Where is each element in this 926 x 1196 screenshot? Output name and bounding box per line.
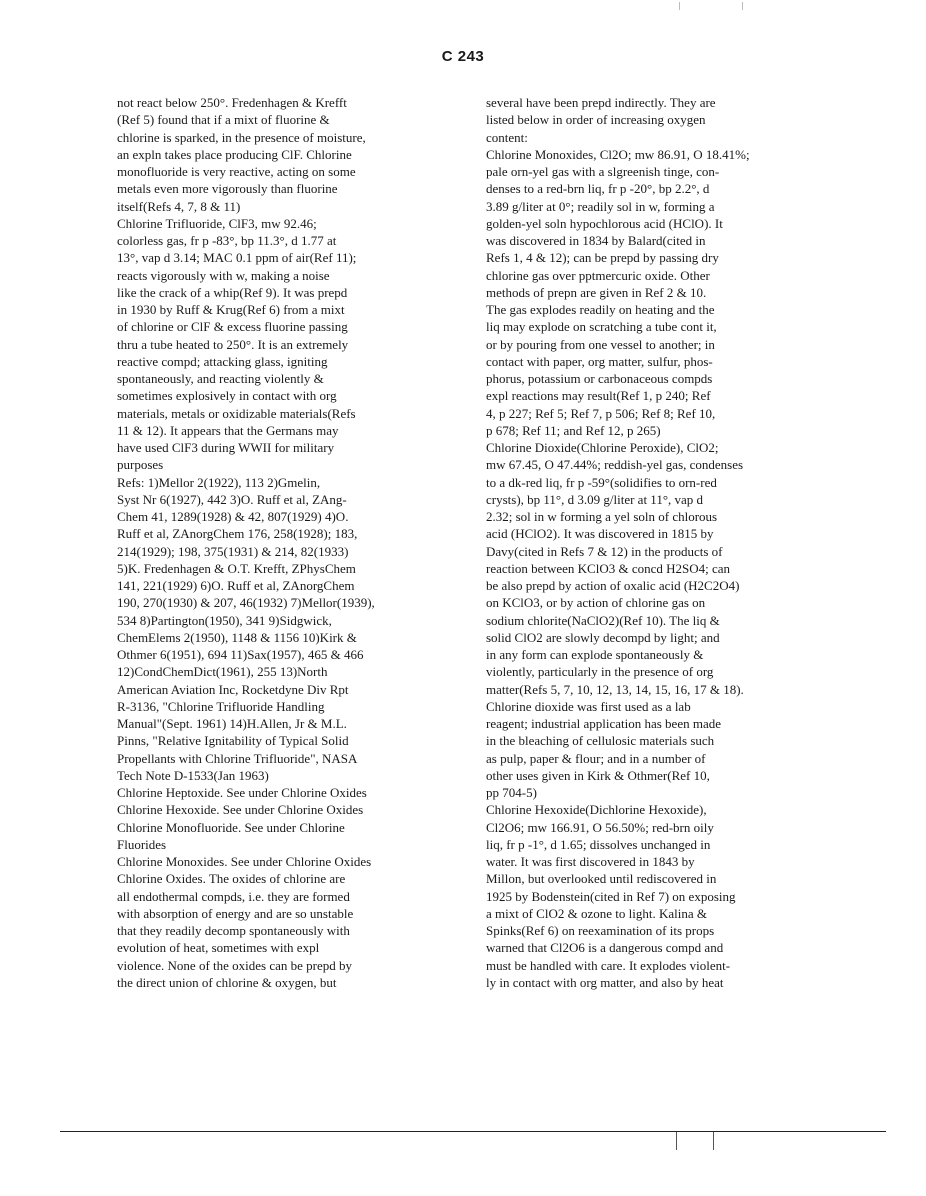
text-line: reactive compd; attacking glass, igniting bbox=[117, 353, 328, 369]
text-line: as pulp, paper & flour; and in a number of bbox=[486, 750, 706, 766]
text-line: other uses given in Kirk & Othmer(Ref 10, bbox=[486, 767, 710, 783]
text-line: 11 & 12). It appears that the Germans may bbox=[117, 422, 339, 438]
left-text-column bbox=[117, 94, 447, 991]
text-line: on KClO3, or by action of chlorine gas on bbox=[486, 595, 706, 611]
right-text-column bbox=[486, 94, 820, 991]
text-line: be also prepd by action of oxalic acid (H2C2O4) bbox=[486, 578, 740, 593]
text-line: Chlorine Monoxides, Cl2O; mw 86.91, O 18.41%; bbox=[486, 146, 750, 162]
text-line: contact with paper, org matter, sulfur, phos- bbox=[486, 353, 713, 369]
header-tick-mark bbox=[679, 2, 680, 10]
text-line: Pinns, "Relative Ignitability of Typical Solid bbox=[117, 733, 349, 749]
text-line: Refs 1, 4 & 12); can be prepd by passing dry bbox=[486, 250, 719, 266]
text-line: Spinks(Ref 6) on reexamination of its props bbox=[486, 923, 715, 938]
text-line: all endothermal compds, i.e. they are formed bbox=[117, 888, 350, 904]
text-line: Millon, but overlooked until rediscovered in bbox=[486, 871, 717, 887]
text-line: itself(Refs 4, 7, 8 & 11) bbox=[117, 198, 241, 214]
text-line: crysts), bp 11°, d 3.09 g/liter at 11°, vap d bbox=[486, 491, 704, 507]
text-line: reacts vigorously with w, making a noise bbox=[117, 267, 330, 283]
text-line: golden-yel soln hypochlorous acid (HClO). It bbox=[486, 215, 723, 231]
text-line: 2.32; sol in w forming a yel soln of chlorous bbox=[486, 509, 718, 524]
text-line: content: bbox=[486, 129, 528, 145]
text-line: Othmer 6(1951), 694 11)Sax(1957), 465 & 466 bbox=[117, 647, 364, 662]
text-line: pp 704-5) bbox=[486, 785, 537, 800]
text-line: violently, particularly in the presence of org bbox=[486, 664, 714, 680]
text-line: ChemElems 2(1950), 1148 & 1156 10)Kirk & bbox=[117, 629, 357, 645]
text-line: liq, fr p -1°, d 1.65; dissolves unchanged in bbox=[486, 836, 711, 852]
text-line: purposes bbox=[117, 457, 164, 473]
text-line: methods of prepn are given in Ref 2 & 10. bbox=[486, 284, 707, 300]
text-line: Chlorine Hexoxide(Dichlorine Hexoxide), bbox=[486, 802, 707, 818]
text-line: or by pouring from one vessel to another; in bbox=[486, 336, 715, 352]
text-line: Ruff et al, ZAnorgChem 176, 258(1928); 183, bbox=[117, 526, 358, 542]
text-line: chlorine is sparked, in the presence of moisture, bbox=[117, 129, 366, 145]
text-line: with absorption of energy and are so unstable bbox=[117, 905, 354, 921]
text-line: the direct union of chlorine & oxygen, but bbox=[117, 974, 337, 990]
text-line: chlorine gas over pptmercuric oxide. Other bbox=[486, 267, 710, 283]
text-line: matter(Refs 5, 7, 10, 12, 13, 14, 15, 16, 17 & 18). bbox=[486, 681, 744, 697]
text-line: expl reactions may result(Ref 1, p 240; Ref bbox=[486, 388, 711, 404]
text-line: in 1930 by Ruff & Krug(Ref 6) from a mixt bbox=[117, 302, 345, 317]
text-line: Fluorides bbox=[117, 836, 167, 852]
text-line: materials, metals or oxidizable materials(Refs bbox=[117, 405, 356, 421]
text-line: Syst Nr 6(1927), 442 3)O. Ruff et al, ZAng- bbox=[117, 491, 347, 507]
text-line: Tech Note D-1533(Jan 1963) bbox=[117, 767, 269, 783]
text-line: Chlorine Dioxide(Chlorine Peroxide), ClO2; bbox=[486, 440, 719, 455]
text-line: Chlorine Hexoxide. See under Chlorine Oxides bbox=[117, 802, 364, 818]
text-line: water. It was first discovered in 1843 by bbox=[486, 854, 695, 869]
text-line: have used ClF3 during WWII for military bbox=[117, 440, 335, 455]
text-line: evolution of heat, sometimes with expl bbox=[117, 940, 320, 956]
text-line: Refs: 1)Mellor 2(1922), 113 2)Gmelin, bbox=[117, 474, 321, 490]
text-line: R-3136, "Chlorine Trifluoride Handling bbox=[117, 698, 325, 714]
text-line: 190, 270(1930) & 207, 46(1932) 7)Mellor(1939), bbox=[117, 595, 375, 611]
text-line: 3.89 g/liter at 0°; readily sol in w, forming a bbox=[486, 198, 715, 214]
text-line: sodium chlorite(NaClO2)(Ref 10). The liq & bbox=[486, 612, 720, 628]
text-line: Chem 41, 1289(1928) & 42, 807(1929) 4)O. bbox=[117, 509, 349, 524]
text-line: Propellants with Chlorine Trifluoride", NASA bbox=[117, 750, 358, 766]
footer-rule bbox=[60, 1131, 886, 1132]
text-line: Chlorine Heptoxide. See under Chlorine Oxides bbox=[117, 785, 367, 800]
text-line: of chlorine or ClF & excess fluorine passing bbox=[117, 319, 348, 335]
text-line: warned that Cl2O6 is a dangerous compd and bbox=[486, 940, 724, 956]
text-line: pale orn-yel gas with a slgreenish tinge, con- bbox=[486, 164, 720, 179]
text-line: in any form can explode spontaneously & bbox=[486, 647, 704, 662]
text-line: ly in contact with org matter, and also by heat bbox=[486, 974, 724, 990]
text-line: The gas explodes readily on heating and the bbox=[486, 302, 715, 317]
text-line: Manual"(Sept. 1961) 14)H.Allen, Jr & M.L. bbox=[117, 716, 347, 731]
text-line: 534 8)Partington(1950), 341 9)Sidgwick, bbox=[117, 612, 332, 628]
text-line: violence. None of the oxides can be prepd by bbox=[117, 957, 353, 973]
footer-tick-mark bbox=[713, 1132, 714, 1150]
text-line: 13°, vap d 3.14; MAC 0.1 ppm of air(Ref 11); bbox=[117, 250, 357, 266]
text-line: like the crack of a whip(Ref 9). It was prepd bbox=[117, 284, 348, 300]
text-line: Chlorine dioxide was first used as a lab bbox=[486, 698, 691, 714]
header-tick-mark bbox=[742, 2, 743, 10]
text-line: metals even more vigorously than fluorine bbox=[117, 181, 338, 197]
text-line: was discovered in 1834 by Balard(cited in bbox=[486, 233, 706, 248]
text-line: thru a tube heated to 250°. It is an extremely bbox=[117, 336, 349, 352]
text-line: p 678; Ref 11; and Ref 12, p 265) bbox=[486, 422, 661, 438]
text-line: (Ref 5) found that if a mixt of fluorine & bbox=[117, 112, 330, 128]
text-line: that they readily decomp spontaneously with bbox=[117, 923, 350, 938]
text-line: Chlorine Monoxides. See under Chlorine Oxides bbox=[117, 854, 372, 869]
text-line: listed below in order of increasing oxygen bbox=[486, 112, 706, 128]
text-line: several have been prepd indirectly. They are bbox=[486, 95, 716, 110]
text-line: Chlorine Monofluoride. See under Chlorine bbox=[117, 819, 345, 835]
text-line: phorus, potassium or carbonaceous compds bbox=[486, 371, 713, 386]
text-line: liq may explode on scratching a tube cont it, bbox=[486, 319, 717, 335]
text-line: sometimes explosively in contact with org bbox=[117, 388, 337, 404]
text-line: mw 67.45, O 47.44%; reddish-yel gas, condenses bbox=[486, 457, 744, 473]
text-line: reagent; industrial application has been made bbox=[486, 716, 721, 731]
text-line: acid (HClO2). It was discovered in 1815 by bbox=[486, 526, 714, 542]
text-line: colorless gas, fr p -83°, bp 11.3°, d 1.77 at bbox=[117, 233, 337, 248]
text-line: American Aviation Inc, Rocketdyne Div Rpt bbox=[117, 681, 349, 697]
text-line: 4, p 227; Ref 5; Ref 7, p 506; Ref 8; Ref 10, bbox=[486, 405, 716, 421]
text-line: 12)CondChemDict(1961), 255 13)North bbox=[117, 664, 328, 680]
text-line: a mixt of ClO2 & ozone to light. Kalina & bbox=[486, 905, 707, 921]
text-line: reaction between KClO3 & concd H2SO4; can bbox=[486, 560, 731, 576]
text-line: 141, 221(1929) 6)O. Ruff et al, ZAnorgChem bbox=[117, 578, 355, 593]
text-line: to a dk-red liq, fr p -59°(solidifies to orn-red bbox=[486, 474, 717, 490]
text-line: Chlorine Trifluoride, ClF3, mw 92.46; bbox=[117, 215, 317, 231]
text-line: Chlorine Oxides. The oxides of chlorine are bbox=[117, 871, 346, 887]
footer-tick-mark bbox=[676, 1132, 677, 1150]
text-line: 214(1929); 198, 375(1931) & 214, 82(1933) bbox=[117, 543, 349, 559]
text-line: not react below 250°. Fredenhagen & Krefft bbox=[117, 95, 347, 110]
text-line: Davy(cited in Refs 7 & 12) in the products of bbox=[486, 543, 723, 559]
page-number: C 243 bbox=[441, 48, 485, 65]
text-line: 5)K. Fredenhagen & O.T. Krefft, ZPhysChem bbox=[117, 560, 356, 576]
text-line: 1925 by Bodenstein(cited in Ref 7) on exposing bbox=[486, 888, 736, 904]
text-line: solid ClO2 are slowly decompd by light; and bbox=[486, 629, 720, 645]
text-line: an expln takes place producing ClF. Chlorine bbox=[117, 146, 352, 162]
text-line: Cl2O6; mw 166.91, O 56.50%; red-brn oily bbox=[486, 819, 714, 835]
text-line: must be handled with care. It explodes violent- bbox=[486, 957, 731, 973]
text-line: monofluoride is very reactive, acting on some bbox=[117, 164, 356, 179]
text-line: denses to a red-brn liq, fr p -20°, bp 2.2°, d bbox=[486, 181, 710, 197]
text-line: in the bleaching of cellulosic materials such bbox=[486, 733, 715, 749]
text-line: spontaneously, and reacting violently & bbox=[117, 371, 324, 386]
